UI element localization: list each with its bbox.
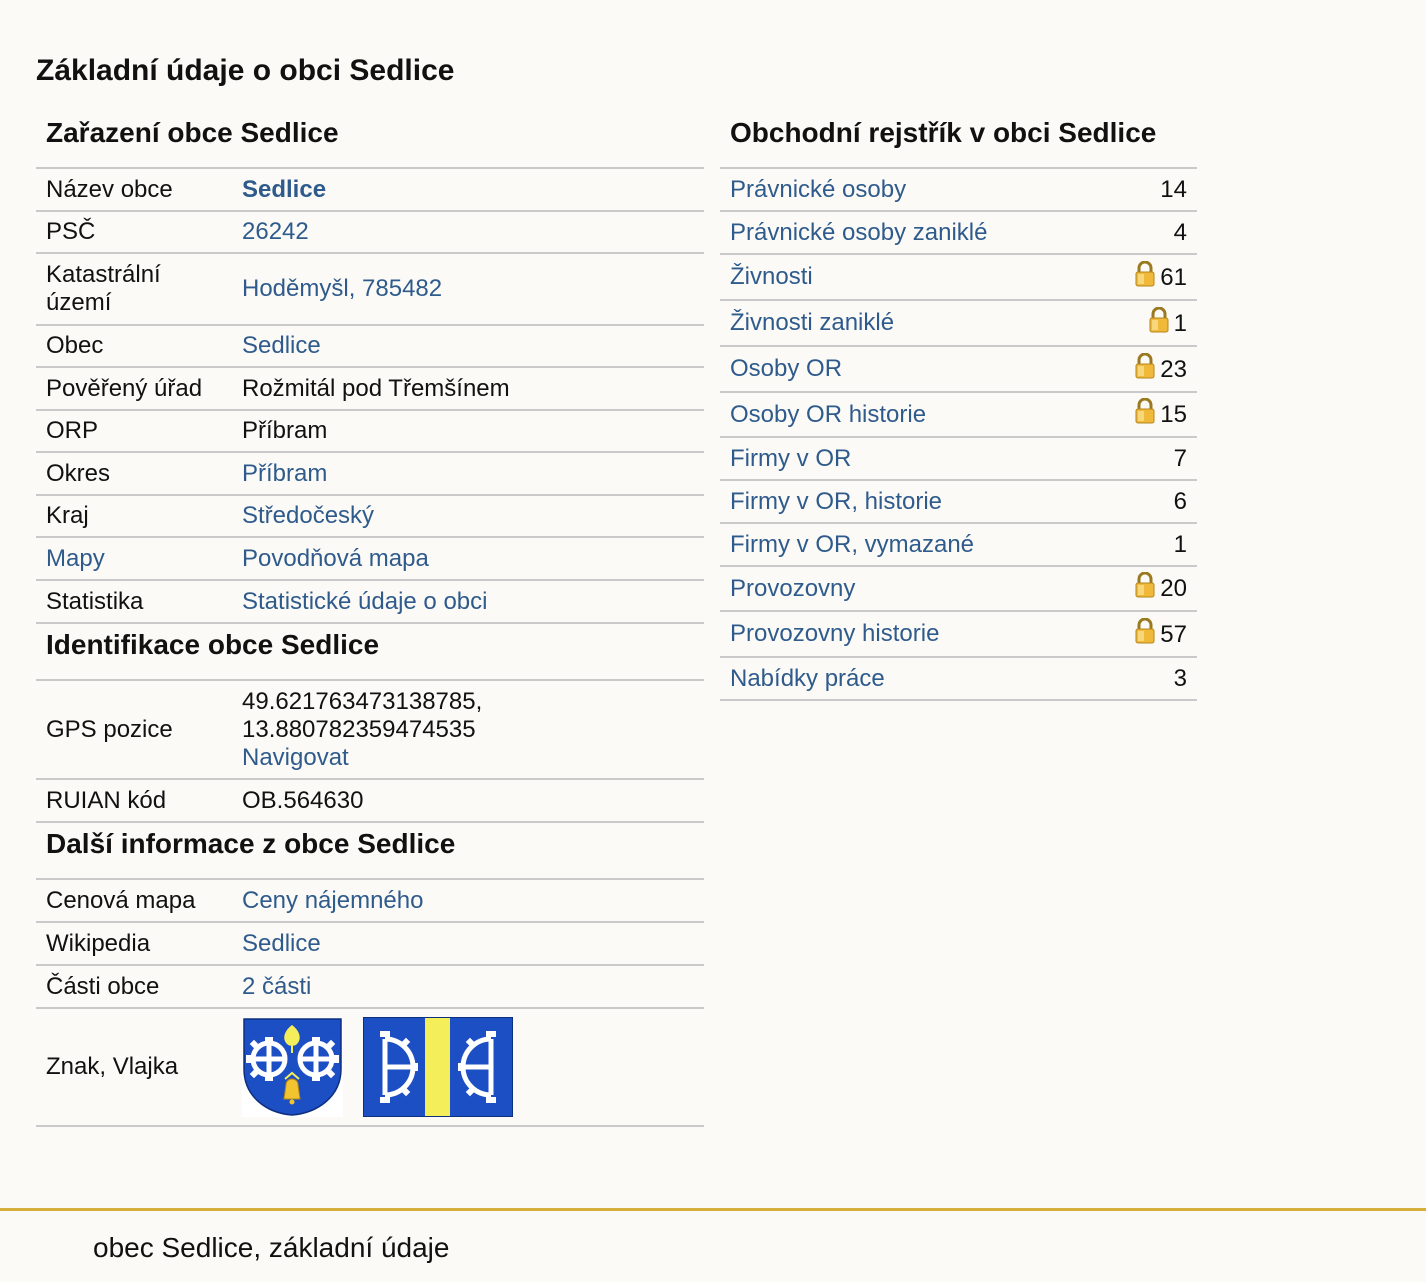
row-value: Příbram <box>232 410 704 452</box>
ceny-najemneho-link[interactable]: Ceny nájemného <box>242 886 424 914</box>
rejstrik-count-cell <box>1098 611 1197 657</box>
rejstrik-label-cell[interactable] <box>720 300 1098 346</box>
row-key: Obec <box>36 325 232 367</box>
table-row <box>720 300 1197 346</box>
section-title-identifikace: Identifikace obce Sedlice <box>36 624 704 681</box>
rejstrik-count-cell <box>1098 480 1197 523</box>
row-key: ORP <box>36 410 232 452</box>
row-value[interactable] <box>232 922 704 965</box>
coat-of-arms-image[interactable] <box>242 1017 343 1117</box>
rejstrik-link[interactable]: Osoby OR <box>730 355 843 382</box>
table-row <box>36 169 704 211</box>
right-column <box>720 112 1197 701</box>
rejstrik-count: 4 <box>1173 218 1187 246</box>
table-row <box>36 495 704 537</box>
dalsi-table <box>36 880 704 1127</box>
table-row <box>720 392 1197 437</box>
table-row <box>36 410 704 452</box>
left-column <box>36 112 704 1127</box>
rejstrik-link[interactable]: Osoby OR historie <box>730 400 927 428</box>
kraj-link[interactable]: Středočeský <box>242 502 375 529</box>
rejstrik-link[interactable]: Živnosti <box>730 263 813 290</box>
footer-text: obec Sedlice, základní údaje <box>93 1232 450 1263</box>
rejstrik-link[interactable]: Firmy v OR <box>730 444 852 472</box>
table-row <box>720 657 1197 700</box>
rejstrik-link[interactable]: Firmy v OR, historie <box>730 487 943 515</box>
rejstrik-link[interactable]: Živnosti zaniklé <box>730 309 895 336</box>
povodnova-mapa-link[interactable]: Povodňová mapa <box>242 544 429 572</box>
rejstrik-link[interactable]: Právnické osoby zaniklé <box>730 218 988 246</box>
row-key: Okres <box>36 452 232 495</box>
rejstrik-count: 6 <box>1173 487 1187 515</box>
rejstrik-count: 1 <box>1173 309 1187 337</box>
row-value[interactable] <box>232 495 704 537</box>
row-value[interactable] <box>232 580 704 623</box>
section-title-dalsi: Další informace z obce Sedlice <box>36 823 704 880</box>
rejstrik-count-cell <box>1098 657 1197 700</box>
padlock-icon <box>1148 307 1170 340</box>
okres-link[interactable]: Příbram <box>242 459 328 487</box>
table-row <box>36 367 704 410</box>
row-key: PSČ <box>36 211 232 253</box>
row-key: Části obce <box>36 965 232 1008</box>
rejstrik-count: 15 <box>1160 401 1187 428</box>
padlock-icon <box>1134 261 1156 294</box>
table-row <box>36 779 704 822</box>
identifikace-table <box>36 681 704 823</box>
row-key: RUIAN kód <box>36 779 232 822</box>
rejstrik-label-cell[interactable] <box>720 611 1098 657</box>
table-row <box>36 880 704 922</box>
table-row <box>36 681 704 779</box>
rejstrik-count-cell <box>1098 392 1197 437</box>
flag-image[interactable] <box>363 1017 513 1117</box>
table-row <box>36 211 704 253</box>
row-value[interactable] <box>232 169 704 211</box>
rejstrik-link[interactable]: Provozovny historie <box>730 620 940 647</box>
row-key: Kraj <box>36 495 232 537</box>
row-key: Statistika <box>36 580 232 623</box>
table-row <box>720 169 1197 211</box>
section-title-zarazeni: Zařazení obce Sedlice <box>36 112 704 169</box>
row-value[interactable] <box>232 452 704 495</box>
rejstrik-table <box>720 169 1197 701</box>
rejstrik-link[interactable]: Provozovny <box>730 574 856 602</box>
rejstrik-count-cell <box>1098 211 1197 254</box>
navigovat-link[interactable]: Navigovat <box>242 743 349 771</box>
rejstrik-count-cell <box>1098 523 1197 566</box>
rejstrik-label-cell[interactable] <box>720 437 1098 480</box>
row-key: Znak, Vlajka <box>36 1008 232 1126</box>
rejstrik-label-cell[interactable] <box>720 657 1098 700</box>
casti-obce-link[interactable]: 2 části <box>242 972 312 1000</box>
statistika-link[interactable]: Statistické údaje o obci <box>242 587 488 615</box>
rejstrik-label-cell[interactable] <box>720 392 1098 437</box>
table-row <box>720 480 1197 523</box>
rejstrik-count: 1 <box>1173 530 1187 558</box>
rejstrik-count: 3 <box>1173 664 1187 692</box>
section-title-rejstrik: Obchodní rejstřík v obci Sedlice <box>720 112 1197 169</box>
rejstrik-count: 57 <box>1160 620 1187 648</box>
rejstrik-count-cell <box>1098 346 1197 392</box>
row-value[interactable] <box>232 537 704 580</box>
table-row <box>720 437 1197 480</box>
table-row <box>36 1008 704 1126</box>
katastralni-uzemi-link[interactable]: Hoděmyšl, 785482 <box>242 275 443 302</box>
row-value <box>232 1008 704 1126</box>
row-key: Katastrální území <box>36 253 232 325</box>
row-key: Cenová mapa <box>36 880 232 922</box>
obec-name-link[interactable]: Sedlice <box>242 175 327 203</box>
rejstrik-count: 23 <box>1160 355 1187 383</box>
rejstrik-label-cell[interactable] <box>720 480 1098 523</box>
psc-link[interactable]: 26242 <box>242 218 309 245</box>
row-key: Název obce <box>36 169 232 211</box>
row-value[interactable] <box>232 211 704 253</box>
table-row <box>36 965 704 1008</box>
row-key: Pověřený úřad <box>36 367 232 410</box>
row-value[interactable] <box>232 325 704 367</box>
gps-latitude: 49.621763473138785, <box>242 687 483 715</box>
wikipedia-link[interactable]: Sedlice <box>242 929 321 957</box>
row-value: OB.564630 <box>232 779 704 822</box>
padlock-icon <box>1134 572 1156 605</box>
rejstrik-count: 7 <box>1173 444 1187 472</box>
table-row <box>36 452 704 495</box>
zarazeni-table <box>36 169 704 624</box>
rejstrik-label-cell[interactable] <box>720 523 1098 566</box>
rejstrik-link[interactable]: Právnické osoby <box>730 175 907 203</box>
row-value <box>232 681 704 779</box>
table-row <box>36 537 704 580</box>
mapy-link[interactable]: Mapy <box>46 544 105 572</box>
rejstrik-link[interactable]: Firmy v OR, vymazané <box>730 530 975 558</box>
table-row <box>720 566 1197 611</box>
rejstrik-label-cell[interactable] <box>720 566 1098 611</box>
table-row <box>720 211 1197 254</box>
rejstrik-count-cell <box>1098 437 1197 480</box>
rejstrik-count-cell <box>1098 169 1197 211</box>
table-row <box>720 611 1197 657</box>
rejstrik-label-cell[interactable] <box>720 211 1098 254</box>
rejstrik-link[interactable]: Nabídky práce <box>730 664 885 692</box>
table-row <box>36 253 704 325</box>
table-row <box>720 254 1197 300</box>
rejstrik-count: 14 <box>1160 175 1187 203</box>
padlock-icon <box>1134 353 1156 386</box>
row-value: Rožmitál pod Třemšínem <box>232 367 704 410</box>
rejstrik-label-cell[interactable] <box>720 254 1098 300</box>
rejstrik-label-cell[interactable] <box>720 169 1098 211</box>
row-value[interactable] <box>232 253 704 325</box>
row-value[interactable] <box>232 965 704 1008</box>
table-row <box>36 580 704 623</box>
obec-link[interactable]: Sedlice <box>242 332 321 359</box>
rejstrik-count: 61 <box>1160 263 1187 291</box>
row-value[interactable] <box>232 880 704 922</box>
footer-divider <box>0 1208 1426 1211</box>
rejstrik-count-cell <box>1098 566 1197 611</box>
page-title: Základní údaje o obci Sedlice <box>36 54 455 87</box>
rejstrik-count: 20 <box>1160 575 1187 602</box>
gps-longitude: 13.880782359474535 <box>242 715 476 743</box>
row-key[interactable] <box>36 537 232 580</box>
padlock-icon <box>1134 618 1156 651</box>
table-row <box>720 523 1197 566</box>
row-key: GPS pozice <box>36 681 232 779</box>
table-row <box>36 325 704 367</box>
table-row <box>720 346 1197 392</box>
padlock-icon <box>1134 398 1156 431</box>
table-row <box>36 922 704 965</box>
rejstrik-label-cell[interactable] <box>720 346 1098 392</box>
row-key: Wikipedia <box>36 922 232 965</box>
rejstrik-count-cell <box>1098 254 1197 300</box>
rejstrik-count-cell <box>1098 300 1197 346</box>
